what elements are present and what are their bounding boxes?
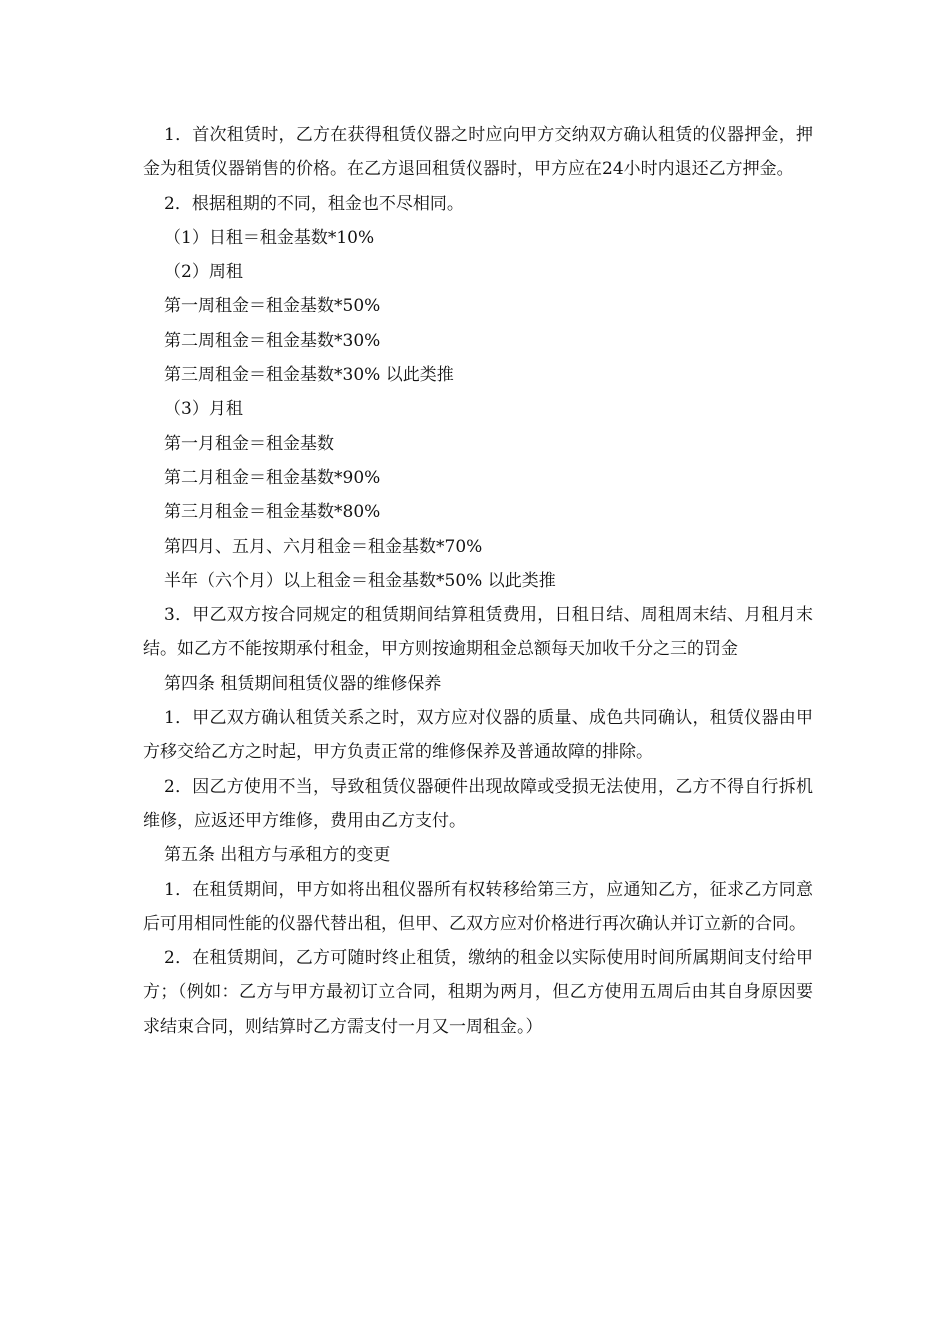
- clause-misuse: 2．因乙方使用不当，导致租赁仪器硬件出现故障或受损无法使用，乙方不得自行拆机维修，应返还甲方维修，费用由乙方支付。: [143, 776, 813, 831]
- rent-month-3: 第三月租金＝租金基数*80%: [164, 502, 381, 523]
- rent-monthly-heading: （3）月租: [164, 399, 243, 420]
- rent-week-1: 第一周租金＝租金基数*50%: [164, 296, 381, 317]
- clause-rent-by-term: 2．根据租期的不同，租金也不尽相同。: [164, 193, 464, 214]
- clause-deposit: 1．首次租赁时，乙方在获得租赁仪器之时应向甲方交纳双方确认租赁的仪器押金，押金为租赁仪器销售的价格。在乙方退回租赁仪器时，甲方应在24小时内退还乙方押金。: [143, 125, 813, 180]
- clause-termination: 2．在租赁期间，乙方可随时终止租赁，缴纳的租金以实际使用时间所属期间支付给甲方；（例如：乙方与甲方最初订立合同，租期为两月，但乙方使用五周后由其自身原因要求结束合同，则结算时乙方需支付一月又一周租金。）: [143, 948, 813, 1037]
- rent-month-2: 第二月租金＝租金基数*90%: [164, 467, 381, 488]
- rent-daily: （1）日租＝租金基数*10%: [164, 227, 375, 248]
- rent-month-4-6: 第四月、五月、六月租金＝租金基数*70%: [164, 536, 483, 557]
- clause-ownership-transfer: 1．在租赁期间，甲方如将出租仪器所有权转移给第三方，应通知乙方，征求乙方同意后可用相同性能的仪器代替出租，但甲、乙双方应对价格进行再次确认并订立新的合同。: [143, 879, 813, 934]
- clause-settlement: 3．甲乙双方按合同规定的租赁期间结算租赁费用，日租日结、周租周末结、月租月末结。如乙方不能按期承付租金，甲方则按逾期租金总额每天加收千分之三的罚金: [143, 605, 813, 660]
- rent-month-1: 第一月租金＝租金基数: [164, 433, 334, 454]
- rent-week-3: 第三周租金＝租金基数*30% 以此类推: [164, 365, 454, 386]
- clause-maintenance: 1．甲乙双方确认租赁关系之时，双方应对仪器的质量、成色共同确认，租赁仪器由甲方移交给乙方之时起，甲方负责正常的维修保养及普通故障的排除。: [143, 708, 813, 763]
- document-body: [143, 118, 813, 1044]
- article-5-heading: 第五条 出租方与承租方的变更: [164, 845, 391, 866]
- article-4-heading: 第四条 租赁期间租赁仪器的维修保养: [164, 673, 442, 694]
- rent-half-year: 半年（六个月）以上租金＝租金基数*50% 以此类推: [164, 570, 556, 591]
- rent-week-2: 第二周租金＝租金基数*30%: [164, 330, 381, 351]
- rent-weekly-heading: （2）周租: [164, 262, 243, 283]
